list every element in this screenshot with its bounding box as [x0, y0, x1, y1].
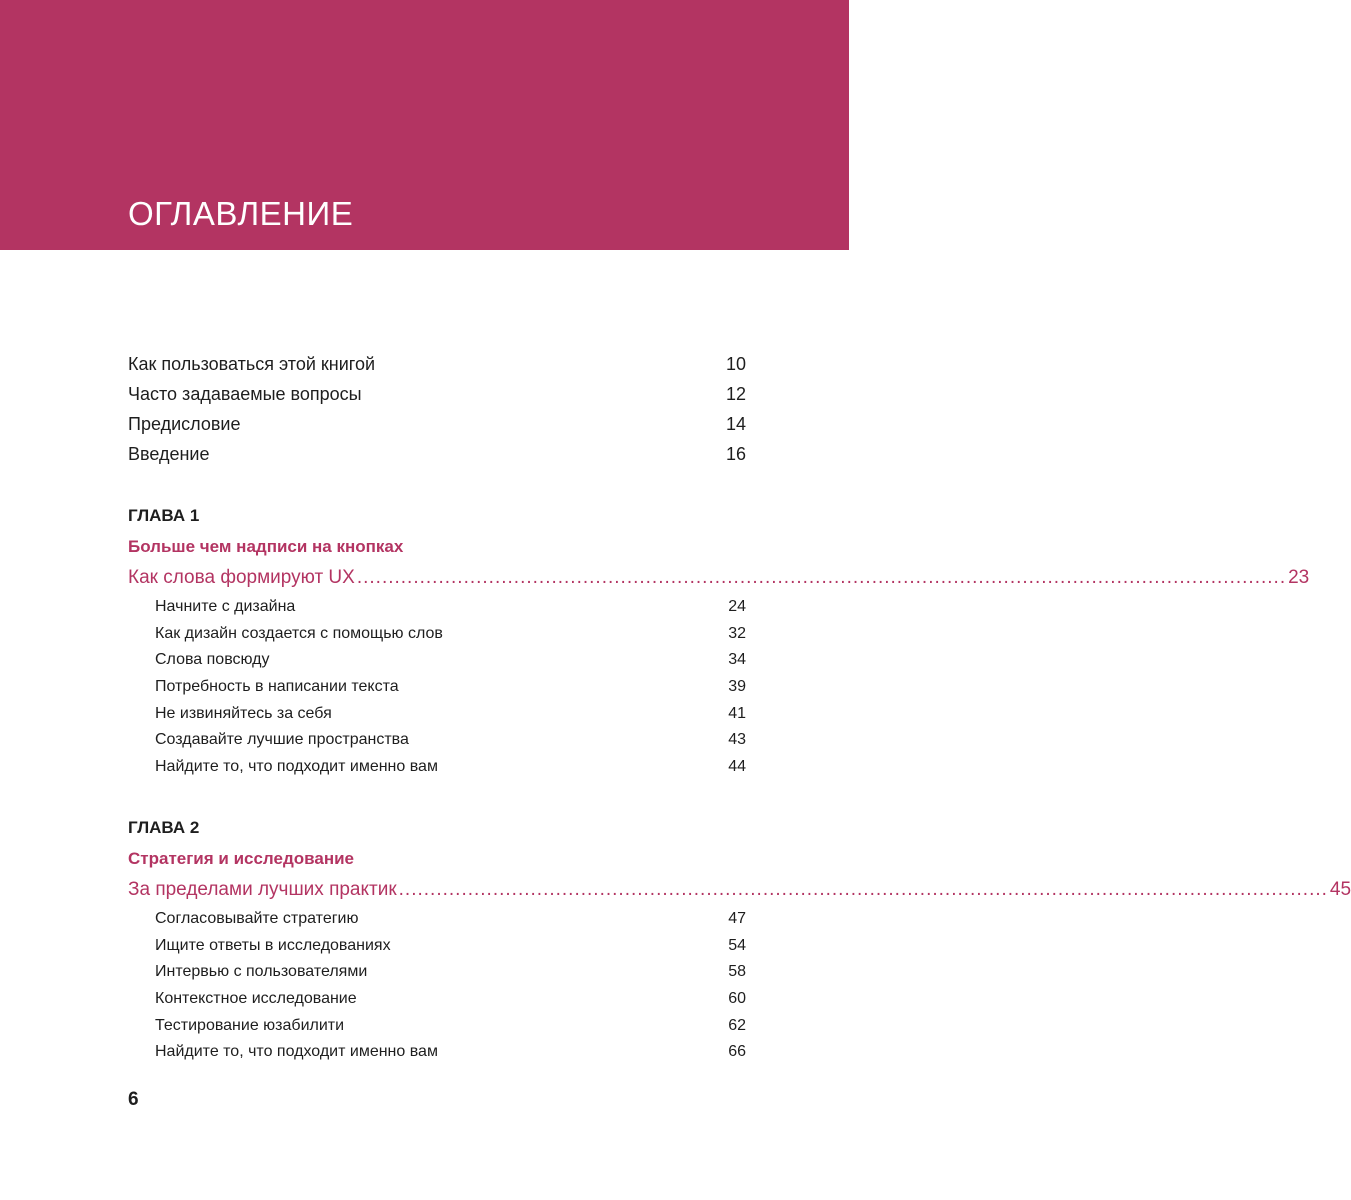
toc-entry-title: Введение [128, 444, 210, 464]
subsection-entry[interactable] [128, 1013, 746, 1040]
subsection-title: Начните с дизайна [155, 598, 296, 615]
toc-entry-page: 12 [725, 384, 746, 404]
subsection-entry[interactable] [128, 647, 746, 674]
section-page: 45 [1329, 878, 1351, 900]
toc-entry-page: 10 [725, 354, 746, 374]
subsection-title: Найдите то, что подходит именно вам [155, 1043, 438, 1061]
chapter-1 [128, 499, 1310, 781]
subsection-title: Слова повсюду [155, 651, 270, 669]
header-banner [0, 0, 849, 250]
section-page: 23 [1288, 567, 1310, 588]
subsection-page: 32 [728, 624, 746, 642]
subsection-entry[interactable] [128, 594, 746, 621]
subsection-page: 60 [728, 989, 746, 1007]
subsection-page: 41 [728, 704, 746, 722]
subsection-entry[interactable] [128, 986, 746, 1013]
subsection-entry[interactable] [128, 701, 746, 728]
subsection-page: 43 [728, 731, 746, 749]
chapter-label: ГЛАВА 1 [128, 506, 200, 525]
subsection-title: Не извиняйтесь за себя [155, 704, 332, 722]
subsection-entry[interactable] [128, 933, 746, 960]
chapter-name: Больше чем надписи на кнопках [128, 537, 404, 556]
subsection-title: Контекстное исследование [155, 989, 357, 1007]
subsection-list [128, 594, 746, 781]
page-title: ОГЛАВЛЕНИЕ [128, 195, 354, 232]
subsection-entry[interactable] [128, 674, 746, 701]
toc-entry-page: 16 [725, 444, 746, 464]
subsection-title: Создавайте лучшие пространства [155, 731, 409, 749]
subsection-title: Тестирование юзабилити [155, 1016, 345, 1034]
toc-entry[interactable] [128, 439, 746, 469]
subsection-entry[interactable] [128, 906, 746, 933]
front-matter-list [128, 349, 746, 469]
subsection-entry[interactable] [128, 1039, 746, 1066]
subsection-title: Согласовывайте стратегию [155, 909, 359, 927]
subsection-page: 39 [728, 678, 746, 696]
page-number: 6 [128, 1089, 139, 1110]
toc-entry-title: Часто задаваемые вопросы [128, 384, 362, 404]
section-entry[interactable] [128, 562, 1310, 594]
subsection-title: Ищите ответы в исследованиях [155, 936, 391, 954]
subsection-title: Найдите то, что подходит именно вам [155, 758, 438, 776]
section-entry[interactable] [128, 874, 1351, 906]
subsection-entry[interactable] [128, 959, 746, 986]
table-of-contents [128, 349, 1351, 1066]
toc-entry-title: Как пользоваться этой книгой [128, 354, 376, 374]
subsection-title: Как дизайн создается с помощью слов [155, 624, 443, 642]
subsection-page: 44 [728, 758, 746, 776]
subsection-entry[interactable] [128, 754, 746, 781]
section-title: Как слова формируют UX [128, 567, 355, 588]
subsection-list [128, 906, 746, 1066]
toc-entry[interactable] [128, 409, 746, 439]
subsection-page: 34 [728, 651, 746, 669]
subsection-page: 66 [728, 1043, 746, 1061]
subsection-page: 24 [728, 598, 746, 615]
toc-entry[interactable] [128, 349, 746, 379]
chapter-name: Стратегия и исследование [128, 848, 354, 868]
subsection-title: Потребность в написании текста [155, 678, 399, 696]
section-title: За пределами лучших практик [128, 878, 397, 900]
dot-leader: .................................................................................................................................................... [356, 567, 1287, 588]
subsection-entry[interactable] [128, 727, 746, 754]
subsection-title: Интервью с пользователями [155, 963, 368, 981]
toc-entry[interactable] [128, 379, 746, 409]
subsection-page: 47 [728, 909, 746, 927]
toc-entry-title: Предисловие [128, 414, 241, 434]
chapter-2 [128, 811, 1351, 1066]
subsection-page: 58 [728, 963, 746, 981]
subsection-page: 54 [728, 936, 746, 954]
subsection-entry[interactable] [128, 621, 746, 648]
dot-leader: .................................................................................................................................................... [398, 878, 1328, 900]
subsection-page: 62 [728, 1016, 746, 1034]
toc-entry-page: 14 [725, 414, 746, 434]
chapter-label: ГЛАВА 2 [128, 817, 200, 837]
